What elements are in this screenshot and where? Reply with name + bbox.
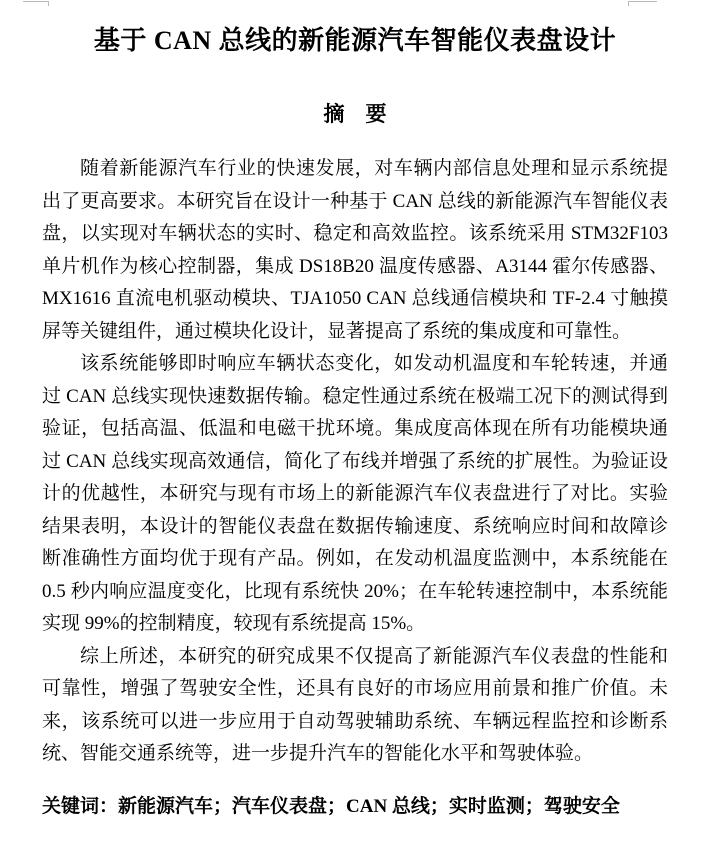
abstract-body [42, 153, 668, 771]
document-title: 基于 CAN 总线的新能源汽车智能仪表盘设计 [93, 26, 617, 55]
abstract-paragraph-3: 综上所述，本研究的研究成果不仅提高了新能源汽车仪表盘的性能和可靠性，增强了驾驶安全性，还具有良好的市场应用前景和推广价值。未来，该系统可以进一步应用于自动驾驶辅助系统、车辆远程监控和诊断系统、智能交通系统等，进一步提升汽车的智能化水平和驾驶体验。 [42, 645, 668, 764]
keywords-label: 关键词： [42, 795, 119, 817]
abstract-paragraph-2: 该系统能够即时响应车辆状态变化，如发动机温度和车轮转速，并通过 CAN 总线实现快速数据传输。稳定性通过系统在极端工况下的测试得到验证，包括高温、低温和电磁干扰环境。集成度高体现在所有功能模块通过 CAN 总线实现高效通信，简化了布线并增强了系统的扩展性。为验证设计的优越性，本研究与现有市场上的新能源汽车仪表盘进行了对比。实验结果表明，本设计的智能仪表盘在数据传输速度、系统响应时间和故障诊断准确性方面均优于现有产品。例如，在发动机温度监测中，本系统能在 0.5 秒内响应温度变化，比现有系统快 20%；在车轮转速控制中，本系统能实现 99%的控制精度，较现有系统提高 15%。 [42, 353, 668, 634]
keywords-line [42, 791, 668, 823]
abstract-paragraph-1: 随着新能源汽车行业的快速发展，对车辆内部信息处理和显示系统提出了更高要求。本研究旨在设计一种基于 CAN 总线的新能源汽车智能仪表盘，以实现对车辆状态的实时、稳定和高效监控。该系统采用 STM32F103 单片机作为核心控制器，集成 DS18B20 温度传感器、A3144 霍尔传感器、MX1616 直流电机驱动模块、TJA1050 CAN 总线通信模块和 TF-2.4 寸触摸屏等关键组件，通过模块化设计，显著提高了系统的集成度和可靠性。 [42, 158, 668, 342]
abstract-heading: 摘 要 [323, 102, 387, 126]
margin-crop-mark-right [628, 1, 657, 6]
margin-crop-mark-left [23, 1, 49, 6]
keywords-text: 新能源汽车；汽车仪表盘；CAN 总线；实时监测；驾驶安全 [118, 795, 620, 817]
